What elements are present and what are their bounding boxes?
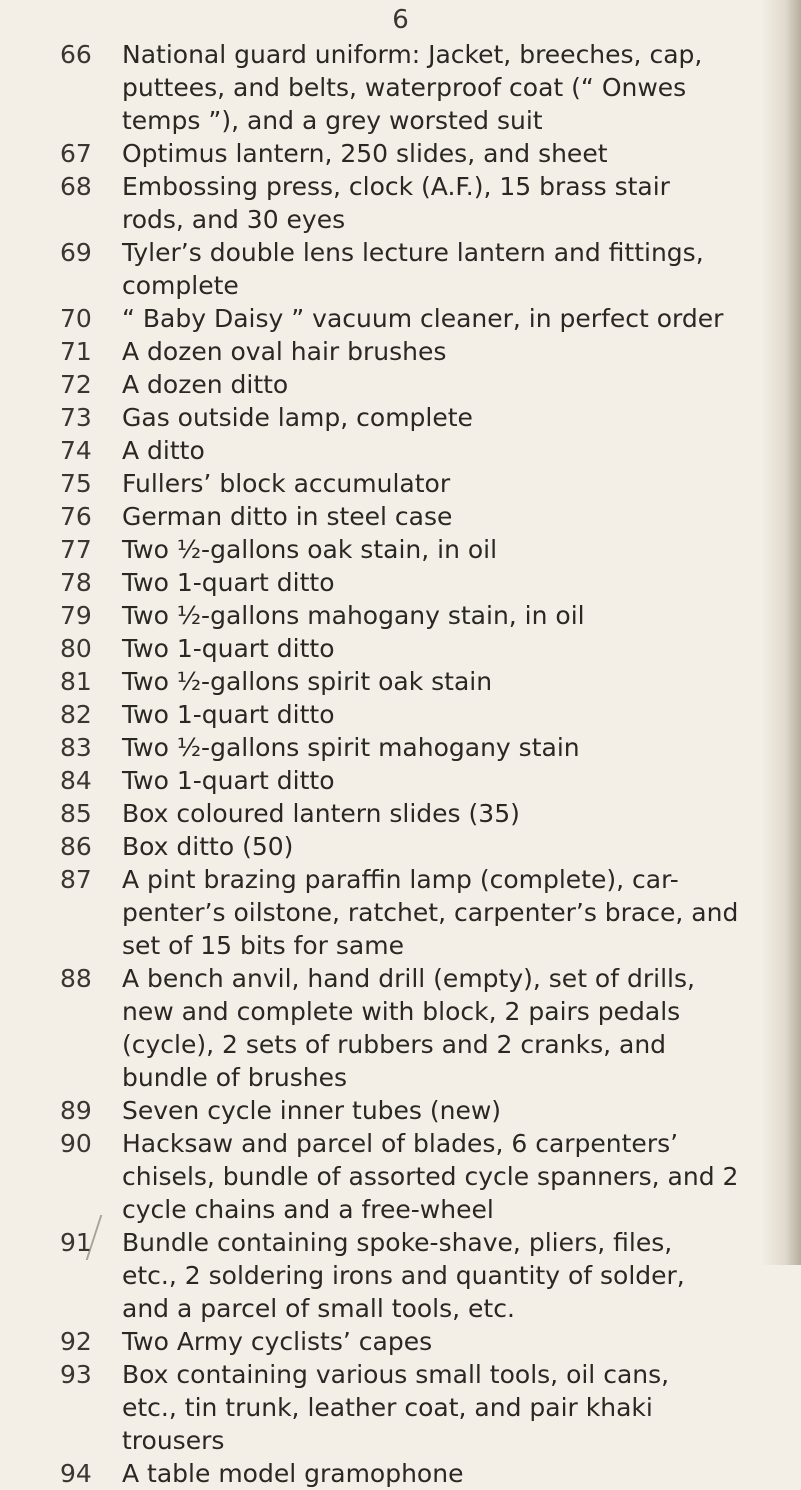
- lot-description: Two ½-gallons mahogany stain, in oil: [122, 601, 585, 630]
- lot-entry: [60, 566, 750, 599]
- lot-description: Two ½-gallons oak stain, in oil: [122, 535, 498, 564]
- lot-entry: [60, 764, 750, 797]
- lot-number: 67: [60, 139, 92, 168]
- lot-entry: [60, 1457, 750, 1490]
- lot-entry: [60, 38, 750, 137]
- lot-entry: [60, 1358, 750, 1457]
- lot-description: Two 1-quart ditto: [122, 766, 335, 795]
- lot-entry: [60, 1127, 750, 1226]
- lot-description: A bench anvil, hand drill (empty), set of drills, new and complete with block, 2 pairs pedals (cycle), 2 sets of rubbers and 2 cranks, and bundle of brushes: [122, 964, 695, 1092]
- lot-number: 91: [60, 1228, 92, 1257]
- lot-description: Box coloured lantern slides (35): [122, 799, 520, 828]
- lot-number: 79: [60, 601, 92, 630]
- lot-number: 93: [60, 1360, 92, 1389]
- lot-entry: [60, 599, 750, 632]
- lot-number: 90: [60, 1129, 92, 1158]
- lot-entry: [60, 368, 750, 401]
- lot-number: 68: [60, 172, 92, 201]
- lot-number: 82: [60, 700, 92, 729]
- lot-entry: [60, 731, 750, 764]
- lot-description: Fullers’ block accumulator: [122, 469, 451, 498]
- lot-number: 80: [60, 634, 92, 663]
- lot-description: National guard uniform: Jacket, breeches, cap, puttees, and belts, waterproof coat (“ Onwes temps ”), and a grey worsted suit: [122, 40, 703, 135]
- lot-entry: [60, 632, 750, 665]
- lot-number: 87: [60, 865, 92, 894]
- lot-entry: [60, 863, 750, 962]
- lot-number: 88: [60, 964, 92, 993]
- lot-number: 86: [60, 832, 92, 861]
- lot-description: Two 1-quart ditto: [122, 568, 335, 597]
- lot-entry: [60, 500, 750, 533]
- lot-description: Two ½-gallons spirit mahogany stain: [122, 733, 580, 762]
- lot-entry: [60, 434, 750, 467]
- lot-description: Tyler’s double lens lecture lantern and fittings, complete: [122, 238, 704, 300]
- lot-entry: [60, 533, 750, 566]
- lot-description: “ Baby Daisy ” vacuum cleaner, in perfect order: [122, 304, 724, 333]
- lot-number: 73: [60, 403, 92, 432]
- lot-entry: [60, 236, 750, 302]
- lot-entry: [60, 467, 750, 500]
- lot-number: 92: [60, 1327, 92, 1356]
- lot-description: Two ½-gallons spirit oak stain: [122, 667, 493, 696]
- lot-number: 75: [60, 469, 92, 498]
- lot-number: 89: [60, 1096, 92, 1125]
- lot-entry: [60, 1325, 750, 1358]
- lot-entry: [60, 170, 750, 236]
- lot-description: Seven cycle inner tubes (new): [122, 1096, 502, 1125]
- lot-number: 85: [60, 799, 92, 828]
- lot-number: 74: [60, 436, 92, 465]
- lot-entry: [60, 1094, 750, 1127]
- page-edge-shadow: [761, 0, 801, 1265]
- lot-description: Optimus lantern, 250 slides, and sheet: [122, 139, 608, 168]
- lot-description: Two 1-quart ditto: [122, 634, 335, 663]
- lot-description: German ditto in steel case: [122, 502, 453, 531]
- lot-entry: [60, 830, 750, 863]
- lot-description: Bundle containing spoke-shave, pliers, files, etc., 2 soldering irons and quantity of solder, and a parcel of small tools, etc.: [122, 1228, 685, 1323]
- lot-description: A pint brazing paraffin lamp (complete), car- penter’s oilstone, ratchet, carpenter’s brace, and set of 15 bits for same: [122, 865, 739, 960]
- lot-list: [60, 38, 750, 1490]
- lot-number: 76: [60, 502, 92, 531]
- lot-number: 81: [60, 667, 92, 696]
- lot-entry: [60, 698, 750, 731]
- lot-description: A table model gramophone: [122, 1459, 464, 1488]
- lot-entry: [60, 665, 750, 698]
- lot-description: Two Army cyclists’ capes: [122, 1327, 433, 1356]
- lot-entry: [60, 797, 750, 830]
- lot-description: A ditto: [122, 436, 205, 465]
- lot-number: 83: [60, 733, 92, 762]
- lot-description: Box containing various small tools, oil cans, etc., tin trunk, leather coat, and pair khaki trousers: [122, 1360, 670, 1455]
- lot-description: Box ditto (50): [122, 832, 294, 861]
- lot-number: 94: [60, 1459, 92, 1488]
- lot-entry: [60, 962, 750, 1094]
- lot-number: 78: [60, 568, 92, 597]
- lot-description: A dozen ditto: [122, 370, 289, 399]
- lot-entry: [60, 302, 750, 335]
- lot-number: 70: [60, 304, 92, 333]
- lot-number: 71: [60, 337, 92, 366]
- lot-description: A dozen oval hair brushes: [122, 337, 447, 366]
- lot-description: Hacksaw and parcel of blades, 6 carpenters’ chisels, bundle of assorted cycle spanners, and 2 cycle chains and a free-wheel: [122, 1129, 739, 1224]
- lot-description: Embossing press, clock (A.F.), 15 brass stair rods, and 30 eyes: [122, 172, 670, 234]
- lot-entry: [60, 137, 750, 170]
- lot-entry: [60, 335, 750, 368]
- lot-entry: [60, 401, 750, 434]
- lot-description: Gas outside lamp, complete: [122, 403, 473, 432]
- lot-entry: [60, 1226, 750, 1325]
- lot-number: 66: [60, 40, 92, 69]
- lot-number: 72: [60, 370, 92, 399]
- page-number: 6: [392, 5, 409, 35]
- lot-number: 84: [60, 766, 92, 795]
- lot-description: Two 1-quart ditto: [122, 700, 335, 729]
- lot-number: 69: [60, 238, 92, 267]
- lot-number: 77: [60, 535, 92, 564]
